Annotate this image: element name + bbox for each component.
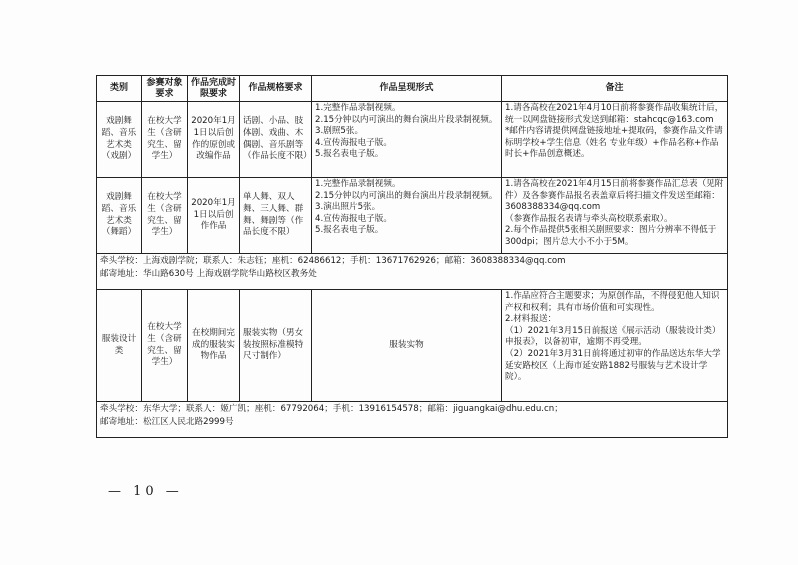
- note-line: （2）2021年3月31日前将通过初审的作品送达东华大学延安路校区（上海市延安路1882号服装与艺术设计学院）。: [505, 348, 721, 383]
- header-category: 类别: [97, 76, 142, 102]
- format-line: 3.演出照片5张。: [315, 202, 381, 213]
- format-line: 1.完整作品录制视频。: [315, 179, 401, 189]
- header-note: 备注: [502, 76, 728, 102]
- contact-row: [97, 254, 728, 290]
- table-row: [97, 290, 728, 402]
- format-line: 2.15分钟以内可演出的舞台演出片段录制视频。: [315, 114, 498, 125]
- header-spec: 作品规格要求: [240, 76, 312, 102]
- contact-row: [97, 402, 728, 438]
- cell-spec: 话剧、小品、肢体剧、戏曲、木偶剧、音乐剧等（作品长度不限）: [240, 102, 312, 178]
- format-line: 4.宣传海报电子版。: [315, 137, 392, 148]
- format-line: 3.剧照5张。: [315, 126, 364, 137]
- contact-cell: [97, 254, 728, 290]
- note-line: 2.材料报送：: [505, 314, 557, 325]
- cell-deadline: 2020年1月1日以后创作的原创或改编作品: [188, 102, 240, 178]
- cell-note: [502, 290, 728, 402]
- format-line: 2.15分钟以内可演出的舞台演出片段录制视频。: [315, 190, 498, 201]
- cell-note: [502, 102, 728, 178]
- format-line: 1.完整作品录制视频。: [315, 103, 401, 113]
- cell-participants: 在校大学生（含研究生、留学生）: [142, 290, 188, 402]
- contact-line: 邮寄地址：华山路630号 上海戏剧学院华山路校区教务处: [100, 269, 317, 279]
- format-line: 5.报名表电子版。: [315, 149, 384, 160]
- note-line: *邮件内容请提供网盘链接地址+提取码，参赛作品文件请标明学校+学生信息（姓名 专业年级）+作品名称+作品时长+作品创意概述。: [505, 126, 723, 160]
- cell-category: 戏剧舞蹈、音乐艺术类（舞蹈）: [97, 178, 142, 254]
- note-line: 2.每个作品提供5张相关剧照要求：图片分辨率不得低于300dpi；图片总大小不小于5M。: [505, 225, 717, 247]
- header-deadline: 作品完成时限要求: [188, 76, 240, 102]
- cell-deadline: 2020年1月1日以后创作作品: [188, 178, 240, 254]
- contact-cell: [97, 402, 728, 438]
- note-line: 1.请各高校在2021年4月10日前将参赛作品收集统计后，统一以网盘链接形式发送到邮箱：stahcqc@163.com: [505, 103, 724, 125]
- table-row: [97, 102, 728, 178]
- cell-category: 服装设计类: [97, 290, 142, 402]
- header-row: [97, 76, 728, 102]
- note-line: 1.作品应符合主题要求；为原创作品，不得侵犯他人知识产权和权利；具有市场价值和可实现性。: [505, 291, 720, 313]
- contact-line: 邮寄地址：松江区人民北路2999号: [100, 417, 234, 427]
- header-participants: 参赛对象要求: [142, 76, 188, 102]
- contact-line: 牵头学校：上海戏剧学院；联系人：朱志钰；座机：62486612；手机：13671762926；邮箱：3608388334@qq.com: [100, 256, 566, 266]
- note-line: （参赛作品报名表请与牵头高校联系索取）。: [505, 213, 673, 224]
- format-line: 5.报名表电子版。: [315, 225, 384, 236]
- cell-participants: 在校大学生（含研究生、留学生）: [142, 102, 188, 178]
- format-line: 4.宣传海报电子版。: [315, 213, 392, 224]
- cell-format: [312, 102, 502, 178]
- cell-spec: 单人舞、双人舞、三人舞、群舞、舞剧等（作品长度不限）: [240, 178, 312, 254]
- page-number: — 10 —: [108, 484, 183, 499]
- competition-table: [96, 75, 728, 438]
- note-line: （1）2021年3月15日前报送《展示活动（服装设计类）申报表》，以备初审，逾期不再受理。: [505, 325, 721, 348]
- header-format: 作品呈现形式: [312, 76, 502, 102]
- cell-category: 戏剧舞蹈、音乐艺术类（戏剧）: [97, 102, 142, 178]
- cell-format: [312, 178, 502, 254]
- cell-deadline: 在校期间完成的服装实物作品: [188, 290, 240, 402]
- note-line: 1.请各高校在2021年4月15日前将参赛作品汇总表（见附件）及各参赛作品报名表盖章后将扫描文件发送至邮箱：3608388334@qq.com: [505, 179, 724, 213]
- cell-participants: 在校大学生（含研究生、留学生）: [142, 178, 188, 254]
- table-row: [97, 178, 728, 254]
- contact-line: 牵头学校：东华大学；联系人：姬广凯；座机：67792064；手机：13916154578；邮箱：jiguangkai@dhu.edu.cn；: [100, 404, 563, 414]
- cell-note: [502, 178, 728, 254]
- cell-format: 服装实物: [312, 290, 502, 402]
- cell-spec: 服装实物（男女装按照标准模特尺寸制作）: [240, 290, 312, 402]
